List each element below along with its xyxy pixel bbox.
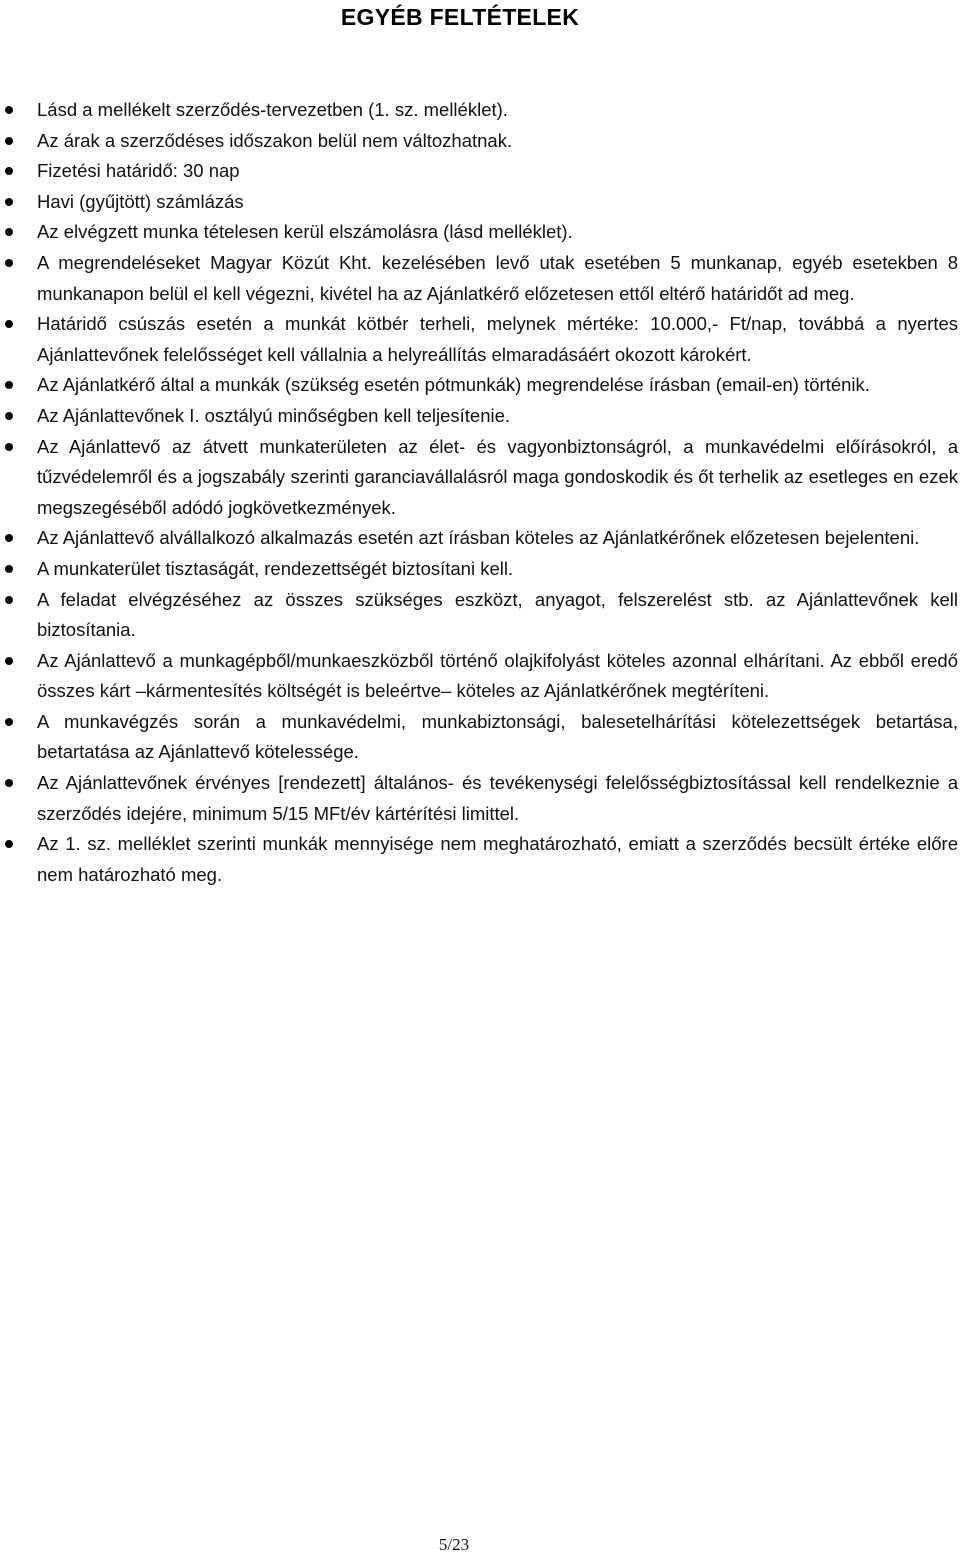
bullet-icon — [5, 228, 13, 236]
bullet-icon — [5, 718, 13, 726]
list-item — [0, 585, 958, 646]
page-title: EGYÉB FELTÉTELEK — [340, 4, 580, 30]
list-item-text: Az Ajánlattevő a munkagépből/munkaeszközből történő olajkifolyást köteles azonnal elhárítani. Az ebből eredő összes kárt –kármentesítés költségét is beleértve– köteles az Ajánlatkérőnek megtéríteni. — [37, 649, 958, 702]
list-item-text: Az Ajánlattevőnek érvényes [rendezett] általános- és tevékenységi felelősségbiztosítással kell rendelkeznie a szerződés idejére, minimum 5/15 MFt/év kártérítési limittel. — [37, 772, 958, 824]
list-item — [0, 829, 958, 890]
list-item — [0, 554, 958, 585]
list-item-text: Az Ajánlatkérő által a munkák (szükség esetén pótmunkák) megrendelése írásban (email-en) történik. — [37, 374, 870, 396]
list-item-text: A munkaterület tisztaságát, rendezettségét biztosítani kell. — [37, 557, 514, 579]
list-item — [0, 309, 958, 370]
list-item-text: Határidő csúszás esetén a munkát kötbér terheli, melynek mértéke: 10.000,- Ft/nap, továbbá a nyertes Ajánlattevőnek felelősséget kell vállalnia a helyreállítás elmaradásáért okozott károkért. — [37, 313, 958, 365]
list-item — [0, 707, 958, 768]
bullet-icon — [5, 137, 13, 145]
bullet-icon — [5, 596, 13, 604]
list-item — [0, 768, 958, 829]
list-item — [0, 370, 958, 401]
bullet-icon — [5, 167, 13, 175]
list-item-text: A munkavégzés során a munkavédelmi, munkabiztonsági, balesetelhárítási kötelezettségek betartása, betartatása az Ajánlattevő kötelessége. — [37, 710, 958, 763]
list-item — [0, 156, 958, 187]
list-item-text: Az Ajánlattevő alvállalkozó alkalmazás esetén azt írásban köteles az Ajánlatkérőnek előzetesen bejelenteni. — [37, 527, 920, 549]
bullet-icon — [5, 106, 13, 114]
bullet-icon — [5, 320, 13, 328]
list-item — [0, 248, 958, 309]
list-item-text: Havi (gyűjtött) számlázás — [37, 190, 244, 212]
list-item-text: Fizetési határidő: 30 nap — [37, 160, 240, 182]
list-item-text: A megrendeléseket Magyar Közút Kht. kezelésében levő utak esetében 5 munkanap, egyéb esetekben 8 munkanapon belül el kell végezni, kivétel ha az Ajánlatkérő előzetesen ettől eltérő határidőt ad meg. — [37, 251, 958, 304]
bullet-icon — [5, 381, 13, 389]
list-item — [0, 126, 958, 157]
bullet-icon — [5, 565, 13, 573]
bullet-icon — [5, 259, 13, 267]
list-item-text: Az 1. sz. melléklet szerinti munkák mennyisége nem meghatározható, emiatt a szerződés becsült értéke előre nem határozható meg. — [37, 833, 958, 885]
list-item — [0, 401, 958, 432]
page-number: 5/23 — [438, 1535, 470, 1554]
list-item-text: Az árak a szerződéses időszakon belül nem változhatnak. — [37, 129, 513, 151]
list-item-text: Lásd a mellékelt szerződés-tervezetben (1. sz. melléklet). — [37, 99, 508, 120]
list-item — [0, 187, 958, 218]
conditions-list — [0, 95, 958, 890]
list-item — [0, 217, 958, 248]
bullet-icon — [5, 534, 13, 542]
bullet-icon — [5, 412, 13, 420]
bullet-icon — [5, 443, 13, 451]
list-item — [0, 95, 958, 126]
bullet-icon — [5, 779, 13, 787]
list-item-text: A feladat elvégzéséhez az összes szükséges eszközt, anyagot, felszerelést stb. az Ajánlattevőnek kell biztosítania. — [37, 588, 958, 641]
list-item-text: Az Ajánlattevő az átvett munkaterületen az élet- és vagyonbiztonságról, a munkavédelmi előírásokról, a tűzvédelemről és a jogszabály szerinti garanciavállalásról maga gondoskodik és őt terhelik az esetleges en ezek megszegéséből adódó jogkövetkezmények. — [37, 435, 958, 518]
bullet-icon — [5, 198, 13, 206]
bullet-icon — [5, 657, 13, 665]
list-item-text: Az Ajánlattevőnek I. osztályú minőségben kell teljesítenie. — [37, 404, 511, 426]
list-item-text: Az elvégzett munka tételesen kerül elszámolásra (lásd melléklet). — [37, 221, 573, 243]
list-item — [0, 432, 958, 524]
list-item — [0, 523, 958, 554]
list-item — [0, 646, 958, 707]
bullet-icon — [5, 840, 13, 848]
